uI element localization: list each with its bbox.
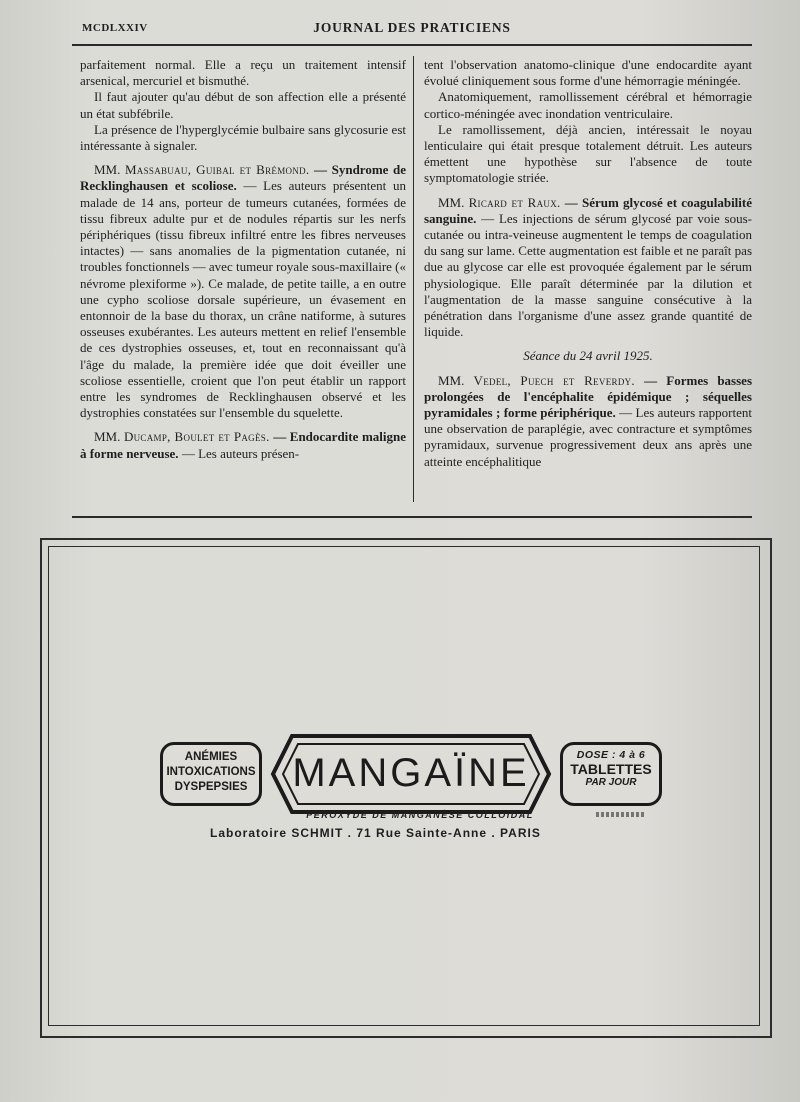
left-column: [80, 57, 406, 462]
paragraph: Il faut ajouter qu'au début de son affection elle a présenté un état subfébrile.: [80, 89, 406, 121]
article-massabuau: [80, 162, 406, 421]
header-rule: [72, 44, 752, 46]
authors-prefix: MM.: [94, 162, 125, 178]
dose-text: DOSE : 4 à 6: [576, 749, 646, 761]
footer-rule: [72, 516, 752, 518]
indication: INTOXICATIONS: [166, 766, 256, 778]
article-body: — Les auteurs présen-: [178, 445, 300, 461]
article-ricard: [424, 195, 752, 341]
brand-name: MANGAÏNE: [292, 751, 530, 795]
article-title: — Sérum glycosé et coagulabilité sanguine.: [424, 194, 753, 226]
authors: Ducamp, Boulet et Pagès.: [123, 429, 270, 445]
authors-prefix: MM.: [438, 194, 469, 210]
paragraph: parfaitement normal. Elle a reçu un traitement intensif arsenical, mercuriel et bismuthé.: [80, 57, 406, 89]
journal-title: JOURNAL DES PRATICIENS: [313, 20, 511, 35]
article-body: — Les injections de sérum glycosé par voie sous-cutanée ou intra-veineuse augmentent le temps de coagulation du sang sur lame. Cette augmentation est faible et ne paraît pas due au glycose car elle est provoquée également par le sérum physiologique. Elle paraît déterminée par la dilution et l'augmentation de la masse sanguine consécutive à la pénétration dans l'organisme d'une assez grande quantité de liquide.: [424, 210, 752, 340]
seance-heading: Séance du 24 avril 1925.: [523, 348, 653, 364]
article-title: — Endocardite maligne à forme nerveuse.: [80, 429, 406, 461]
paragraph: Anatomiquement, ramollissement cérébral et hémorragie cortico-méningée avec inondation ventriculaire.: [424, 89, 752, 121]
paragraph: tent l'observation anatomo-clinique d'une endocardite ayant évolué cliniquement sous forme d'une hémorragie méningée.: [424, 57, 752, 89]
authors: Ricard et Raux.: [468, 194, 561, 210]
dosage-badge: [560, 742, 662, 806]
article-title: — Formes basses prolongées de l'encéphalite épidémique ; séquelles pyramidales ; forme périphérique.: [424, 372, 752, 421]
paragraph: Le ramollissement, déjà ancien, intéressait le noyau lenticulaire qui était presque totalement détruit. Les auteurs émettent une hypothèse sur l'absence de toute symptomatologie striée.: [424, 121, 752, 186]
right-column: [424, 57, 752, 470]
article-body: — Les auteurs présentent un malade de 14 ans, porteur de tumeurs cutanées, formées de tissu fibreux adulte pur et de nodules répartis sur les nerfs périphériques (tissu fibreux infiltré entre les fibres nerveuses intactes) — sans anomalies de la pigmentation cutanée, ni troubles fonctionnels — avec tumeur royale sous-maxillaire (« névrome plexiforme »). Ce malade, de petite taille, a en outre une cypho scoliose dorsale supérieure, un évasement en entonnoir de la base du thorax, un crâne natiforme, à sutures osseuses exubérantes. Les auteurs mettent en relief l'ensemble de ces dystrophies osseuses, et, tout en reconnaissant qu'à l'âge du malade, la première idée que doit éveiller une scoliose essentielle, croient que l'on peut établir un rapport entre les syndromes de Recklinghausen observé et les dystrophies constatées sur l'ensemble du squelette.: [80, 178, 406, 421]
per-day: PAR JOUR: [585, 777, 637, 788]
indication: DYSPEPSIES: [174, 781, 248, 793]
product-form: TABLETTES: [570, 761, 652, 777]
article-body: — Les auteurs rapportent une observation de paraplégie, avec contracture et symptômes pyramidaux, survenue progressivement deux ans après une atteinte encéphalitique: [424, 405, 752, 469]
page-header: [72, 20, 752, 42]
paragraph: La présence de l'hyperglycémie bulbaire sans glycosurie est intéressante à signaler.: [80, 121, 406, 154]
authors: Vedel, Puech et Reverdy.: [473, 372, 635, 388]
indications-badge: [160, 742, 262, 806]
brand-subtitle: PEROXYDE DE MANGANÈSE COLLOÏDAL: [306, 810, 534, 820]
laboratory-address: Laboratoire SCHMIT . 71 Rue Sainte-Anne . PARIS: [210, 826, 541, 840]
article-vedel: [424, 373, 752, 470]
authors-prefix: MM.: [94, 429, 124, 445]
column-divider: [413, 56, 414, 502]
page-folio: MCDLXXIV: [82, 22, 148, 34]
print-smudge: [596, 812, 644, 817]
article-title: — Syndrome de Recklinghausen et scoliose.: [80, 162, 407, 194]
authors: Massabuau, Guibal et Brémond.: [124, 162, 310, 178]
authors-prefix: MM.: [438, 372, 474, 388]
article-ducamp: [80, 429, 406, 461]
indication: ANÉMIES: [184, 751, 238, 763]
